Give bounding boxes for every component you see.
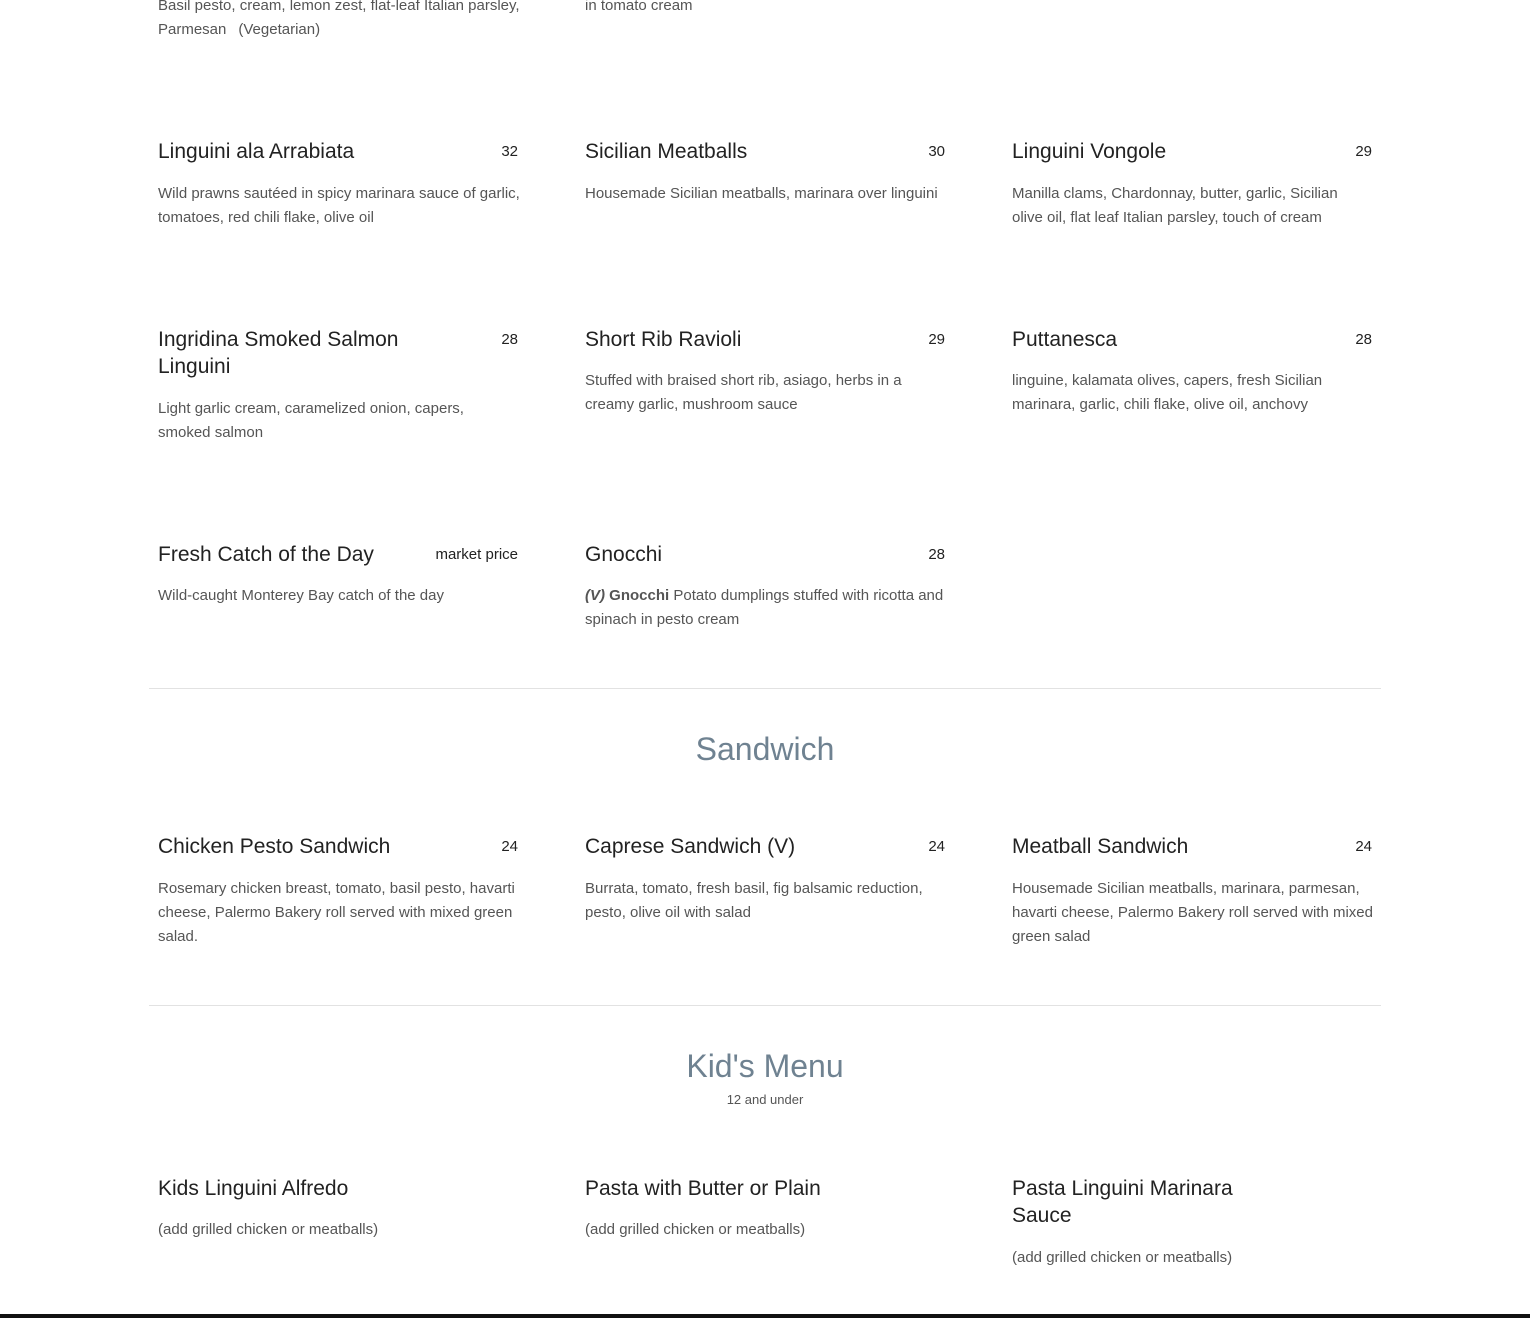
- menu-item-price: 28: [1355, 331, 1372, 348]
- menu-item-price: 24: [928, 838, 945, 855]
- menu-item-price: 28: [928, 546, 945, 563]
- menu-item-description: Manilla clams, Chardonnay, butter, garlic, Sicilian olive oil, flat leaf Italian parsley, touch of cream: [1012, 185, 1338, 226]
- menu-item-name: Pasta with Butter or Plain: [585, 1177, 821, 1200]
- menu-item-description: [585, 584, 947, 632]
- menu-item-price: 24: [501, 838, 518, 855]
- menu-item-name: Pasta Linguini Marinara Sauce: [1012, 1177, 1233, 1227]
- menu-item-price: 29: [1355, 143, 1372, 160]
- menu-item-price: market price: [435, 546, 518, 563]
- section-title-kids-menu: Kid's Menu: [686, 1048, 844, 1084]
- menu-item-description: [158, 0, 523, 42]
- menu-item-name: Caprese Sandwich (V): [585, 835, 796, 858]
- menu-item-price: 28: [501, 331, 518, 348]
- menu-item-description: (add grilled chicken or meatballs): [1012, 1249, 1233, 1266]
- section-divider: [149, 688, 1381, 689]
- section-divider: [149, 1005, 1381, 1006]
- menu-item-name: Chicken Pesto Sandwich: [158, 835, 391, 858]
- menu-item-price: 24: [1355, 838, 1372, 855]
- menu-item-description-text: Potato dumplings stuffed with ricotta and spinach in pesto cream: [585, 587, 944, 628]
- menu-item-description: (add grilled chicken or meatballs): [158, 1221, 379, 1238]
- menu-item-description: (add grilled chicken or meatballs): [585, 1221, 806, 1238]
- footer-bar: [0, 1314, 1530, 1318]
- section-subtitle: 12 and under: [726, 1092, 804, 1107]
- menu-item-name: Gnocchi: [585, 543, 663, 566]
- menu-item-name: Short Rib Ravioli: [585, 328, 742, 351]
- menu-item-name: Fresh Catch of the Day: [158, 543, 374, 566]
- menu-item-name: Puttanesca: [1012, 328, 1118, 351]
- menu-item-price: 30: [928, 143, 945, 160]
- menu-item-name: Kids Linguini Alfredo: [158, 1177, 349, 1200]
- menu-item-price: 29: [928, 331, 945, 348]
- menu-item-description: linguine, kalamata olives, capers, fresh Sicilian marinara, garlic, chili flake, olive oil, anchovy: [1012, 372, 1323, 413]
- menu-item-name: Meatball Sandwich: [1012, 835, 1189, 858]
- menu-item-description: Housemade Sicilian meatballs, marinara, parmesan, havarti cheese, Palermo Bakery roll served with mixed green salad: [1012, 880, 1373, 945]
- menu-item-name: Linguini Vongole: [1012, 140, 1167, 163]
- menu-item-description: Wild prawns sautéed in spicy marinara sauce of garlic, tomatoes, red chili flake, olive oil: [158, 185, 520, 226]
- menu-item-description: Wild-caught Monterey Bay catch of the day: [158, 587, 444, 604]
- vegetarian-tag: (V): [585, 587, 605, 604]
- menu-item-description: Housemade Sicilian meatballs, marinara over linguini: [585, 185, 938, 202]
- menu-item-description-highlight: Gnocchi: [609, 587, 670, 604]
- menu-item-name: Linguini ala Arrabiata: [158, 140, 355, 163]
- menu-item-name: Sicilian Meatballs: [585, 140, 748, 163]
- menu-item-name: Ingridina Smoked Salmon Linguini: [158, 328, 399, 378]
- menu-item-description: Light garlic cream, caramelized onion, capers, smoked salmon: [158, 400, 464, 441]
- menu-item-description: in tomato cream: [585, 0, 693, 14]
- menu-item-description-text: Basil pesto, cream, lemon zest, flat-leaf Italian parsley, Parmesan: [158, 0, 520, 38]
- menu-item-description: Burrata, tomato, fresh basil, fig balsamic reduction, pesto, olive oil with salad: [585, 880, 923, 921]
- vegetarian-tag: (Vegetarian): [238, 21, 321, 38]
- menu-item-description: Rosemary chicken breast, tomato, basil pesto, havarti cheese, Palermo Bakery roll served with mixed green salad.: [158, 880, 515, 945]
- menu-item-description: Stuffed with braised short rib, asiago, herbs in a creamy garlic, mushroom sauce: [585, 372, 902, 413]
- section-title-sandwich: Sandwich: [695, 731, 835, 767]
- menu-item-price: 32: [501, 143, 518, 160]
